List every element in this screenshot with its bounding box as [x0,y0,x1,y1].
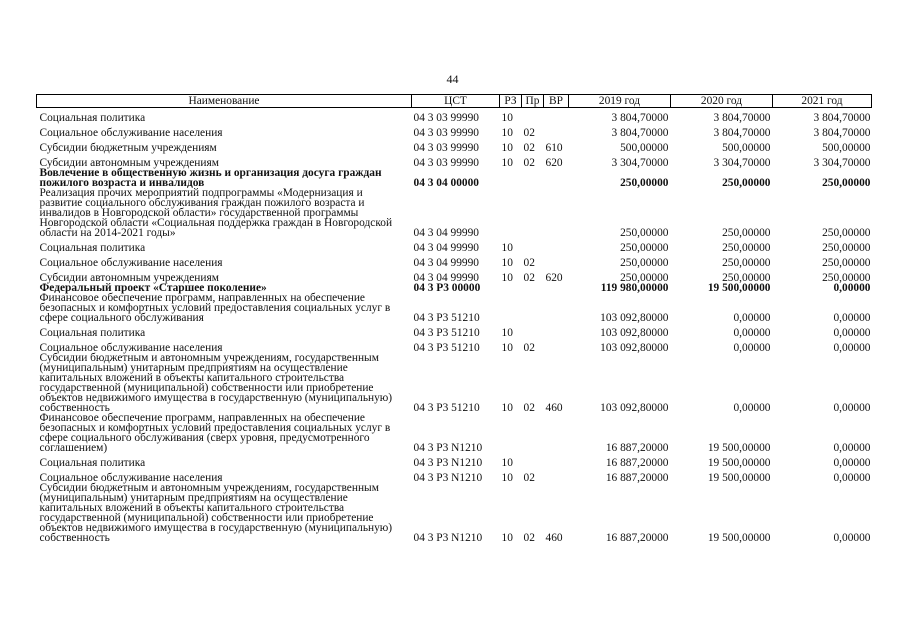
row-2019: 3 804,70000 [611,127,669,139]
row-rz: 10 [501,242,513,254]
row-name: Финансовое обеспечение программ, направленных на обеспечение безопасных и комфортных условий предоставления социальных услуг в сфере социального обслуживания (сверх уровня, предусмотренного соглашением) [39,412,391,454]
row-2019: 3 804,70000 [611,112,669,124]
row-2020: 19 500,00000 [707,282,771,294]
row-name: Вовлечение в общественную жизнь и организация досуга граждан пожилого возраста и инвалидов [39,167,382,189]
header-name: Наименование [37,95,412,108]
row-rz [500,168,522,188]
row-rz: 10 [501,157,513,169]
row-name: Субсидии бюджетным и автономным учреждениям, государственным (муниципальным) унитарным предприятиям на осуществление капитальных вложений в объекты капитального строительства государственной (муниципальной) собственности или приобретение объектов недвижимого имущества в государственную (муниципальную) собственность [39,352,393,414]
row-name: Социальная политика [39,327,146,339]
row-rz: 10 [501,402,513,414]
row-cst: 04 3 04 99990 [413,272,479,284]
row-vr: 460 [545,532,563,544]
row-2020: 3 304,70000 [713,157,771,169]
row-2019: 103 092,80000 [600,327,669,339]
row-vr [544,283,569,293]
header-2019: 2019 год [569,95,671,108]
row-cst: 04 3 03 99990 [413,157,479,169]
row-vr [544,323,569,338]
row-2020: 0,00000 [733,327,771,339]
row-2020: 0,00000 [733,342,771,354]
row-vr: 620 [545,272,563,284]
row-2019: 103 092,80000 [600,402,669,414]
table-row [37,268,872,283]
row-name: Реализация прочих мероприятий подпрограммы «Модернизация и развитие социального обслуживания граждан пожилого возраста и инвалидов в Новгородской области» государственной программы Новгородской области «Социальная поддержка граждан в Новгородской области на 2014-2021 годы» [39,187,393,239]
row-cst: 04 3 P3 51210 [413,312,480,324]
row-cst: 04 3 04 99990 [413,257,479,269]
row-2021: 3 804,70000 [813,112,871,124]
row-name: Социальное обслуживание населения [39,472,223,484]
row-rz: 10 [501,127,513,139]
row-pr: 02 [523,472,535,484]
row-cst: 04 3 P3 51210 [413,327,480,339]
row-name: Субсидии бюджетным учреждениям [39,142,217,154]
row-name: Социальная политика [39,242,146,254]
row-cst: 04 3 P3 N1210 [413,472,483,484]
row-vr [544,253,569,268]
table-row [37,188,872,238]
row-2019: 103 092,80000 [600,342,669,354]
table-row [37,323,872,338]
row-rz: 10 [501,112,513,124]
row-pr [522,238,544,253]
table-row [37,253,872,268]
row-2021: 250,00000 [822,177,871,189]
row-cst: 04 3 04 00000 [413,177,479,189]
row-2020: 250,00000 [722,257,771,269]
row-2021: 0,00000 [833,312,871,324]
row-2020: 0,00000 [733,312,771,324]
row-rz: 10 [501,472,513,484]
row-2019: 250,00000 [620,227,669,239]
row-2020: 19 500,00000 [707,457,771,469]
row-pr: 02 [523,272,535,284]
row-2020: 0,00000 [733,402,771,414]
row-pr: 02 [523,532,535,544]
row-rz: 10 [501,142,513,154]
row-2019: 16 887,20000 [605,442,669,454]
row-vr [544,188,569,238]
row-pr [522,168,544,188]
row-2020: 3 804,70000 [713,112,771,124]
row-cst: 04 3 P3 51210 [413,402,480,414]
row-2021: 0,00000 [833,342,871,354]
row-2021: 0,00000 [833,402,871,414]
row-pr: 02 [523,142,535,154]
table-row [37,453,872,468]
row-vr [544,123,569,138]
row-2021: 0,00000 [833,457,871,469]
row-vr: 620 [545,157,563,169]
row-2020: 250,00000 [722,177,771,189]
row-2019: 16 887,20000 [605,472,669,484]
table-row [37,338,872,353]
row-vr [544,468,569,483]
table-row [37,168,872,188]
row-2019: 119 980,00000 [600,282,669,294]
row-2021: 500,00000 [822,142,871,154]
row-2019: 500,00000 [620,142,669,154]
row-rz: 10 [501,327,513,339]
row-pr [522,108,544,124]
row-cst: 04 3 04 99990 [413,227,479,239]
row-name: Социальное обслуживание населения [39,342,223,354]
row-2021: 250,00000 [822,242,871,254]
row-vr [544,168,569,188]
row-name: Социальное обслуживание населения [39,257,223,269]
row-cst: 04 3 04 99990 [413,242,479,254]
row-pr [522,293,544,323]
row-cst: 04 3 P3 00000 [413,282,481,294]
row-cst: 04 3 03 99990 [413,112,479,124]
row-vr: 610 [545,142,563,154]
row-2021: 0,00000 [833,282,871,294]
row-cst: 04 3 P3 N1210 [413,442,483,454]
row-2021: 250,00000 [822,272,871,284]
row-pr: 02 [523,342,535,354]
row-name: Субсидии автономным учреждениям [39,157,219,169]
row-vr [544,293,569,323]
row-rz [500,283,522,293]
row-2019: 103 092,80000 [600,312,669,324]
row-pr [522,453,544,468]
table-row [37,138,872,153]
row-name: Субсидии бюджетным и автономным учреждениям, государственным (муниципальным) унитарным предприятиям на осуществление капитальных вложений в объекты капитального строительства государственной (муниципальной) собственности или приобретение объектов недвижимого имущества в государственную (муниципальную) собственность [39,482,393,544]
row-cst: 04 3 P3 51210 [413,342,480,354]
table-row [37,108,872,124]
row-pr [522,283,544,293]
page-number: 44 [446,72,459,86]
row-2021: 0,00000 [833,532,871,544]
row-name: Социальная политика [39,457,146,469]
row-2020: 19 500,00000 [707,532,771,544]
row-name: Финансовое обеспечение программ, направленных на обеспечение безопасных и комфортных условий предоставления социальных услуг в сфере социального обслуживания [39,292,391,324]
row-cst: 04 3 03 99990 [413,142,479,154]
row-2021: 3 304,70000 [813,157,871,169]
row-2019: 3 304,70000 [611,157,669,169]
row-rz: 10 [501,532,513,544]
row-2019: 16 887,20000 [605,457,669,469]
table-row [37,413,872,453]
row-2021: 3 804,70000 [813,127,871,139]
header-2021: 2021 год [773,95,872,108]
row-name: Федеральный проект «Старшее поколение» [39,282,267,294]
row-2021: 0,00000 [833,472,871,484]
row-cst: 04 3 P3 N1210 [413,532,483,544]
row-2020: 250,00000 [722,242,771,254]
table-row [37,293,872,323]
row-2020: 250,00000 [722,227,771,239]
row-2020: 3 804,70000 [713,127,771,139]
row-pr [522,188,544,238]
row-vr [544,453,569,468]
row-2019: 250,00000 [620,177,669,189]
row-vr [544,413,569,453]
row-2021: 0,00000 [833,442,871,454]
table-row [37,123,872,138]
row-cst: 04 3 03 99990 [413,127,479,139]
row-cst: 04 3 P3 N1210 [413,457,483,469]
header-cst: ЦСТ [412,95,500,108]
row-rz [500,188,522,238]
header-2020: 2020 год [671,95,773,108]
header-pr: Пр [522,95,544,108]
table-row [37,353,872,413]
budget-table [36,94,872,543]
row-2019: 250,00000 [620,272,669,284]
row-pr: 02 [523,402,535,414]
header-rz: РЗ [500,95,522,108]
row-2019: 16 887,20000 [605,532,669,544]
row-pr [522,413,544,453]
row-2019: 250,00000 [620,242,669,254]
row-pr: 02 [523,257,535,269]
row-pr: 02 [523,127,535,139]
row-2020: 19 500,00000 [707,442,771,454]
row-2021: 250,00000 [822,227,871,239]
row-2021: 250,00000 [822,257,871,269]
row-rz: 10 [501,257,513,269]
row-name: Субсидии автономным учреждениям [39,272,219,284]
row-pr [522,323,544,338]
table-row [37,238,872,253]
table-row [37,483,872,543]
header-vr: ВР [544,95,569,108]
row-rz: 10 [501,272,513,284]
row-vr [544,338,569,353]
row-2020: 500,00000 [722,142,771,154]
row-2019: 250,00000 [620,257,669,269]
row-name: Социальное обслуживание населения [39,127,223,139]
row-rz [500,293,522,323]
row-pr: 02 [523,157,535,169]
row-rz [500,413,522,453]
row-vr [544,238,569,253]
row-vr [544,108,569,124]
row-2020: 19 500,00000 [707,472,771,484]
table-header-row [37,95,872,108]
row-vr: 460 [545,402,563,414]
row-rz: 10 [501,342,513,354]
row-rz: 10 [501,457,513,469]
table-row [37,468,872,483]
row-2021: 0,00000 [833,327,871,339]
row-2020: 250,00000 [722,272,771,284]
table-row [37,153,872,168]
row-name: Социальная политика [39,112,146,124]
